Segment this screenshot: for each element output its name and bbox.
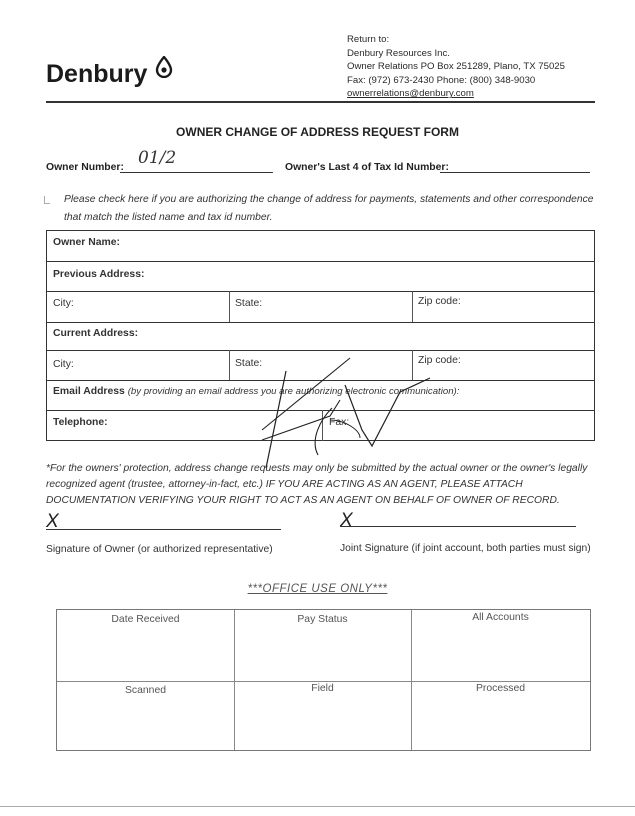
email-label: Email Address <box>53 386 125 397</box>
divider <box>57 681 590 682</box>
office-cell-pay-status: Pay Status <box>297 614 348 625</box>
divider <box>234 610 235 750</box>
agent-note: *For the owners' protection, address change requests may only be submitted by the actual owner or the owner's legally recognized agent (trustee, attorney-in-fact, etc.) IF YOU ARE ACTING AS AN AGENT, PLEASE ATTACH DOCUMENTATION VERIFYING YOUR RIGHT TO ACT AS AN AGENT ON BEHALF OF OWNER OF RECORD. <box>46 463 588 506</box>
office-cell-processed: Processed <box>475 683 526 694</box>
joint-signature-line[interactable] <box>340 526 576 527</box>
tax-id-label: Owner's Last 4 of Tax Id Number: <box>285 162 449 173</box>
current-address-label: Current Address: <box>53 328 139 339</box>
return-line: Fax: (972) 673-2430 Phone: (800) 348-9030 <box>347 74 536 86</box>
divider <box>411 610 412 750</box>
return-line: Return to: <box>347 34 390 45</box>
current-zip-label: Zip code: <box>418 355 461 366</box>
owner-signature-x: X <box>46 511 59 532</box>
telephone-label: Telephone: <box>53 417 108 428</box>
owner-name-label: Owner Name: <box>53 237 120 248</box>
page-bottom-rule <box>0 806 635 807</box>
joint-signature-x: X <box>340 510 353 531</box>
office-cell-all-accounts: All Accounts <box>472 612 529 623</box>
owner-signature-label: Signature of Owner (or authorized representative) <box>46 544 273 555</box>
joint-signature-label: Joint Signature (if joint account, both parties must sign) <box>340 543 591 554</box>
previous-zip-label: Zip code: <box>418 296 461 307</box>
office-cell-field: Field <box>311 683 334 694</box>
return-line: Owner Relations PO Box 251289, Plano, TX 75025 <box>347 61 565 73</box>
owner-number-label: Owner Number: <box>46 162 124 173</box>
current-city-label: City: <box>53 359 74 370</box>
authorize-text: Please check here if you are authorizing the change of address for payments, statements and other correspondence that match the listed name and tax id number. <box>64 194 594 223</box>
office-use-grid <box>56 609 591 751</box>
office-cell-scanned: Scanned <box>124 685 167 696</box>
form-title: OWNER CHANGE OF ADDRESS REQUEST FORM <box>176 125 459 139</box>
return-email-link[interactable]: ownerrelations@denbury.com <box>347 88 474 100</box>
email-note: (by providing an email address you are authorizing electronic communication): <box>127 386 460 397</box>
previous-address-label: Previous Address: <box>53 269 145 280</box>
office-use-title: ***OFFICE USE ONLY*** <box>247 583 388 595</box>
company-logo-text: Denbury <box>46 60 148 88</box>
previous-state-label: State: <box>235 298 263 309</box>
owner-number-value: 01/2 <box>138 148 177 168</box>
owner-signature-line[interactable] <box>46 529 281 530</box>
previous-city-label: City: <box>53 298 74 309</box>
current-state-label: State: <box>235 358 263 369</box>
office-cell-date-received: Date Received <box>111 614 180 625</box>
fax-label: Fax: <box>329 417 350 428</box>
return-line: Denbury Resources Inc. <box>347 47 450 59</box>
